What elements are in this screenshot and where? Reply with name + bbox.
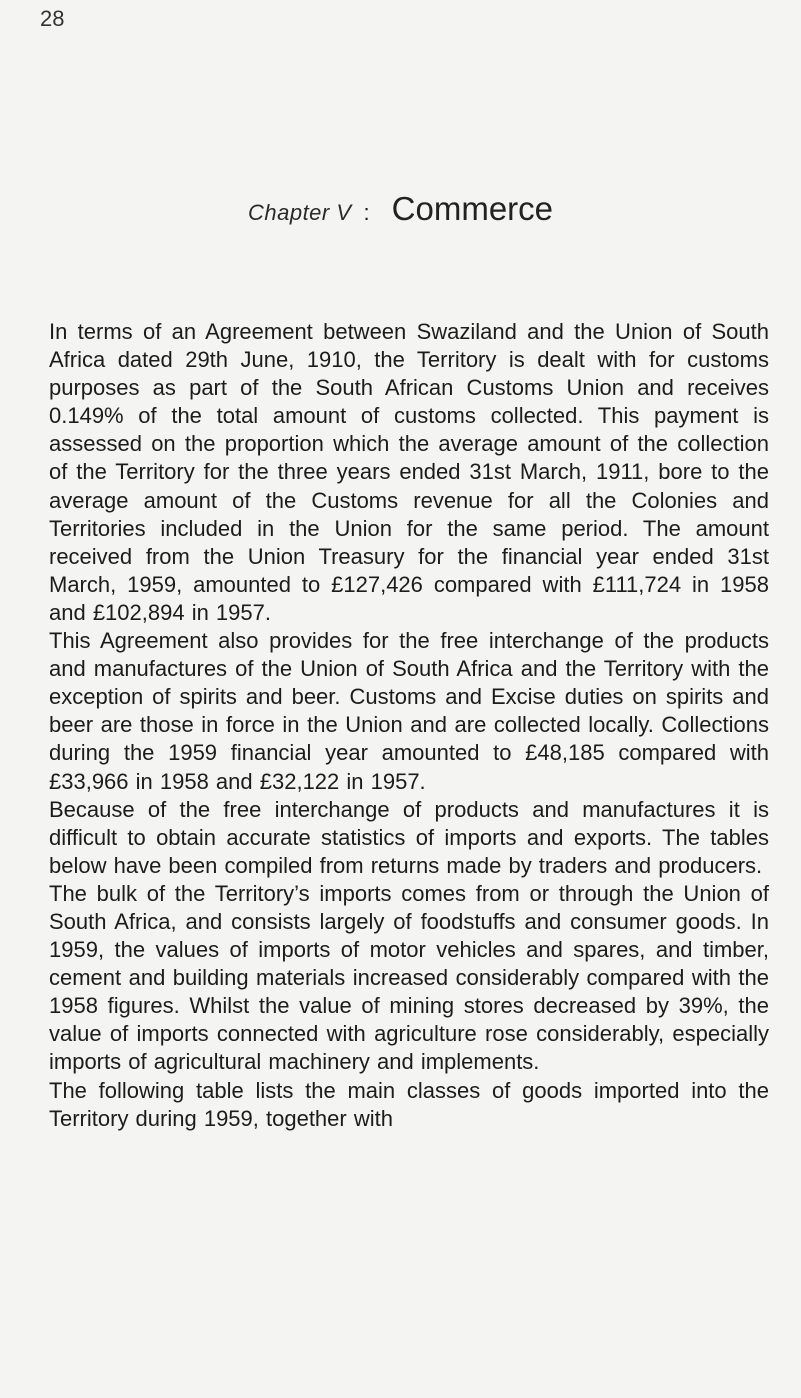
paragraph-imports: The bulk of the Territory’s imports comes from or through the Union of South Africa, and consists largely of foodstuffs and consumer goods. In 1959, the values of imports of motor vehicles and spares, and timber, cement and building materials increased considerably compared with the 1958 figures. Whilst the value of mining stores decreased by 39%, the value of imports connected with agriculture rose considerably, especially imports of agricultural machinery and implements. xyxy=(49,880,769,1075)
page-number: 28 xyxy=(40,6,65,31)
chapter-separator: : xyxy=(363,200,370,225)
chapter-label: Chapter V xyxy=(247,200,352,225)
chapter-heading xyxy=(0,190,801,228)
paragraph-customs-agreement: In terms of an Agreement between Swaziland and the Union of South Africa dated 29th June, 1910, the Territory is dealt with for customs purposes as part of the South African Customs Union and receives 0.149% of the total amount of customs collected. This payment is assessed on the proportion which the average amount of the collection of the Territory for the three years ended 31st March, 1911, bore to the average amount of the Customs revenue for all the Colonies and Territories included in the Union for the same period. The amount received from the Union Treasury for the financial year ended 31st March, 1959, amounted to £127,426 compared with £111,724 in 1958 and £102,894 in 1957. xyxy=(49,319,769,625)
paragraph-statistics: Because of the free interchange of products and manufactures it is difficult to obtain accurate statistics of imports and exports. The tables below have been compiled from returns made by traders and producers. xyxy=(49,796,769,878)
paragraph-free-interchange: This Agreement also provides for the free interchange of the products and manufactures of the Union of South Africa and the Territory with the exception of spirits and beer. Customs and Excise duties on spirits and beer are those in force in the Union and are collected locally. Collections during the 1959 financial year amounted to £48,185 compared with £33,966 in 1958 and £32,122 in 1957. xyxy=(49,628,769,794)
body-text xyxy=(49,318,769,1133)
chapter-title: Commerce xyxy=(391,190,554,227)
paragraph-table-intro: The following table lists the main classes of goods imported into the Territory during 1959, together with xyxy=(49,1077,769,1131)
